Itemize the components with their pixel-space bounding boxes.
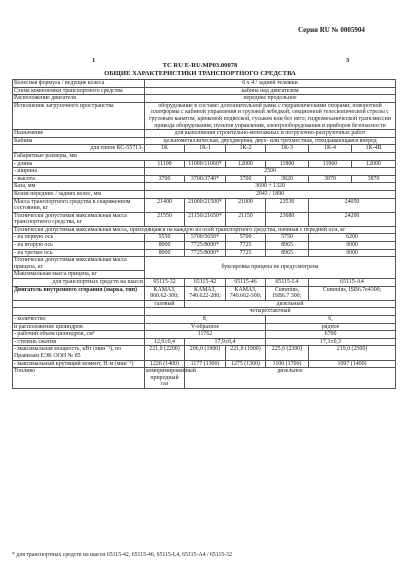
document-number: ТС RU E-RU.MP03.00078 bbox=[162, 62, 238, 69]
cell: 65115-32 bbox=[145, 279, 185, 287]
row-volume bbox=[13, 331, 396, 339]
row-stroke bbox=[13, 308, 396, 316]
cell: 221,0 (1900) bbox=[226, 346, 266, 360]
row-cargo-space bbox=[13, 102, 396, 129]
cell: 8965 bbox=[266, 242, 309, 250]
cell: КАМАЗ, 740.622-280; bbox=[185, 286, 226, 300]
cell: 5700 bbox=[226, 234, 266, 242]
value: цельнометаллическая, двухдверная, двух- или трехместная, откидывающаяся вперед bbox=[145, 137, 396, 145]
value: оборудование в составе: дополнительной рамы с гидравлическими опорами; поворотной платформы с кабиной управления и грузовой лебедкой; секционной телескопической стрелы с грузовым канатом, крюковой подвеской, гуськом или без него; гидромеханической трансмиссии привода оборудования; пультов управления, электрооборудования и приборов безопасности bbox=[145, 102, 396, 129]
row-chassis bbox=[13, 279, 396, 287]
label: для транспортных средств на шасси bbox=[13, 279, 145, 287]
row-purpose bbox=[13, 130, 396, 138]
cell: 6700 bbox=[266, 331, 396, 339]
cell: 21150 bbox=[226, 212, 266, 226]
label: - рабочий объем цилиндров, см³ bbox=[13, 331, 145, 339]
cell: 11800 bbox=[266, 160, 309, 168]
cell: 3870 bbox=[309, 175, 352, 183]
cell: 3700 bbox=[226, 175, 266, 183]
row-track bbox=[13, 190, 396, 198]
label: Колесная формула / ведущие колеса bbox=[13, 80, 145, 88]
cell: 21000 bbox=[226, 198, 266, 212]
characteristics-table bbox=[12, 79, 396, 389]
cell: 1097 (1400) bbox=[309, 360, 396, 368]
row-cyl-count bbox=[13, 316, 396, 324]
value: кабина над двигателем bbox=[145, 87, 396, 95]
label: Максимальная масса прицепа, кг bbox=[13, 271, 145, 279]
value: 2500 bbox=[145, 168, 396, 176]
cell: 11100 bbox=[145, 160, 185, 168]
cell: 24200 bbox=[309, 212, 396, 226]
cell: 3870 bbox=[352, 175, 396, 183]
row-overall-dimensions bbox=[13, 152, 396, 160]
row-wheelbase bbox=[13, 183, 396, 191]
document-title: ОБЩИЕ ХАРАКТЕРИСТИКИ ТРАНСПОРТНОГО СРЕДСТВА bbox=[104, 70, 296, 77]
cell: 8000 bbox=[145, 242, 185, 250]
cell: 7725 bbox=[226, 242, 266, 250]
label: Исполнение загрузочного пространства bbox=[13, 102, 145, 129]
cell: 8000 bbox=[145, 249, 185, 257]
row-axle-mass-header bbox=[13, 226, 396, 234]
label: и расположение цилиндров bbox=[13, 323, 145, 331]
cell: 65115-42 bbox=[185, 279, 226, 287]
label: - на вторую ось bbox=[13, 242, 145, 250]
cell: 12000 bbox=[226, 160, 266, 168]
cell: 21000/21500* bbox=[185, 198, 226, 212]
label: - высота bbox=[13, 175, 145, 183]
row-fuel bbox=[13, 368, 396, 389]
cell: 9000 bbox=[309, 249, 396, 257]
row-fuel-type bbox=[13, 300, 396, 308]
cell: 9000 bbox=[309, 242, 396, 250]
cell: 11960 bbox=[309, 160, 352, 168]
cell: 65115-A4 bbox=[309, 279, 396, 287]
cell: Cummins, ISB6.7e4300; bbox=[309, 286, 396, 300]
footnote: * для транспортных средств на шасси 65115-42, 65115-46, 65115-L4, 65115-A4 / 65115-32 bbox=[12, 552, 232, 558]
cell: 17,3±0,3 bbox=[266, 338, 396, 346]
row-trailer-mass bbox=[13, 257, 396, 271]
label: Назначение bbox=[13, 130, 145, 138]
row-power bbox=[13, 346, 396, 360]
cell: 225,6 (2300) bbox=[266, 346, 309, 360]
value: переднее продольное bbox=[145, 95, 396, 103]
row-torque bbox=[13, 360, 396, 368]
cell: V-образное bbox=[145, 323, 266, 331]
label: для типов КС-55713- bbox=[13, 145, 145, 153]
cell: 17,9±0,4 bbox=[185, 338, 266, 346]
label bbox=[13, 308, 145, 316]
cell: 21400 bbox=[145, 198, 185, 212]
label: - количество bbox=[13, 316, 145, 324]
model-cell: 1К-4 bbox=[309, 145, 352, 153]
row-length bbox=[13, 160, 396, 168]
value: четырехтактный bbox=[145, 308, 396, 316]
cell: 7725 bbox=[226, 249, 266, 257]
label: Габаритные размеры, мм bbox=[13, 152, 396, 160]
label: Технически допустимая максимальная масса прицепа, кг bbox=[13, 257, 145, 271]
label: - максимальная мощность, кВт (мин⁻¹), по Правилам ЕЭК ООН № 85 bbox=[13, 346, 145, 360]
cell: 65115-46 bbox=[226, 279, 266, 287]
model-cell: 1К-1 bbox=[185, 145, 226, 153]
cell: КАМАЗ, 740.662-300; bbox=[226, 286, 266, 300]
row-axle-2 bbox=[13, 242, 396, 250]
page-number-left: 1 bbox=[92, 57, 96, 64]
row-axle-1 bbox=[13, 234, 396, 242]
row-engine-position bbox=[13, 95, 396, 103]
label: База, мм bbox=[13, 183, 145, 191]
cell: рядное bbox=[266, 323, 396, 331]
model-cell: 1К-3 bbox=[266, 145, 309, 153]
cell: 12,0±0,4 bbox=[145, 338, 185, 346]
page-number-right: 3 bbox=[346, 57, 350, 64]
cell: КАМАЗ, 860.62-300; bbox=[145, 286, 185, 300]
label: Топливо bbox=[13, 368, 145, 389]
value: для выполнения строительно-монтажных и погрузочно-разгрузочных работ bbox=[145, 130, 396, 138]
cell: Cummins, ISB6.7 300; bbox=[266, 286, 309, 300]
cell: 6, bbox=[266, 316, 396, 324]
value: буксировка прицепа не предусмотрена bbox=[145, 257, 396, 279]
cell: 206,0 (1900) bbox=[185, 346, 226, 360]
label: Схема компоновки транспортного средства bbox=[13, 87, 145, 95]
row-width bbox=[13, 168, 396, 176]
cell: 65115-L4 bbox=[266, 279, 309, 287]
label bbox=[13, 300, 145, 308]
label: Технически допустимая максимальная масса, приходящаяся на каждую из осей транспортного средства, начиная с передней оси, кг bbox=[13, 226, 396, 234]
row-curb-mass bbox=[13, 198, 396, 212]
cell: 21550 bbox=[145, 212, 185, 226]
fuel-type-gas: газовый bbox=[145, 300, 185, 308]
row-cyl-layout bbox=[13, 323, 396, 331]
row-wheel-formula bbox=[13, 80, 396, 88]
model-cell: 1К bbox=[145, 145, 185, 153]
label: Технически допустимая максимальная масса транспортного средства, кг bbox=[13, 212, 145, 226]
cell: 1100 (1700) bbox=[266, 360, 309, 368]
cell: 6200 bbox=[309, 234, 396, 242]
value: 3690 + 1320 bbox=[145, 183, 396, 191]
row-model-types bbox=[13, 145, 396, 153]
label: Колея передних / задних колес, мм bbox=[13, 190, 145, 198]
row-max-mass bbox=[13, 212, 396, 226]
row-layout bbox=[13, 87, 396, 95]
cell: 8, bbox=[145, 316, 266, 324]
label: Двигатель внутреннего сгорания (марка, тип) bbox=[13, 286, 145, 300]
label: - на третью ось bbox=[13, 249, 145, 257]
cell: 3700/3740* bbox=[185, 175, 226, 183]
row-height bbox=[13, 175, 396, 183]
label: - ширина bbox=[13, 168, 145, 176]
cell: 7725/8000* bbox=[185, 242, 226, 250]
label: Расположение двигателя bbox=[13, 95, 145, 103]
value: 2043 / 1890 bbox=[145, 190, 396, 198]
serial-number: Серия RU № 0005904 bbox=[298, 26, 365, 34]
cell: 8965 bbox=[266, 249, 309, 257]
fuel-gas: компримированный природный газ bbox=[146, 368, 196, 388]
label: - длина bbox=[13, 160, 145, 168]
row-engine-models bbox=[13, 286, 396, 300]
label: Масса транспортного средства в снаряженном состоянии, кг bbox=[13, 198, 145, 212]
cell: 12000 bbox=[352, 160, 396, 168]
cell: 23680 bbox=[266, 212, 309, 226]
label: - максимальный крутящий момент, Н·м (мин⁻¹) bbox=[13, 360, 145, 368]
cell: 5750 bbox=[266, 234, 309, 242]
label: - степень сжатия bbox=[13, 338, 145, 346]
cell: 3700 bbox=[145, 175, 185, 183]
cell: 5700/5650* bbox=[185, 234, 226, 242]
cell: 11762 bbox=[145, 331, 266, 339]
row-compression bbox=[13, 338, 396, 346]
cell: 11000/11060* bbox=[185, 160, 226, 168]
fuel-diesel: дизельное bbox=[185, 368, 396, 389]
cell: 219,0 (2500) bbox=[309, 346, 396, 360]
cell: 5550 bbox=[145, 234, 185, 242]
cell: 23530 bbox=[266, 198, 309, 212]
row-cab bbox=[13, 137, 396, 145]
cell: 221,0 (2200) bbox=[145, 346, 185, 360]
fuel-type-diesel: дизельный bbox=[185, 300, 396, 308]
value: 6 х 4 / задней тележки bbox=[145, 80, 396, 88]
model-cell: 1К-2 bbox=[226, 145, 266, 153]
cell: 1177 (1300) bbox=[185, 360, 226, 368]
cell: 7725/8000* bbox=[185, 249, 226, 257]
cell: 24050 bbox=[309, 198, 396, 212]
cell: 21150/21650* bbox=[185, 212, 226, 226]
cell: 3820 bbox=[266, 175, 309, 183]
label: - на первую ось bbox=[13, 234, 145, 242]
cell: 1275 (1300) bbox=[226, 360, 266, 368]
label: Кабина bbox=[13, 137, 145, 145]
cell: 1226 (1400) bbox=[145, 360, 185, 368]
model-cell: 1К-4В bbox=[352, 145, 396, 153]
row-axle-3 bbox=[13, 249, 396, 257]
